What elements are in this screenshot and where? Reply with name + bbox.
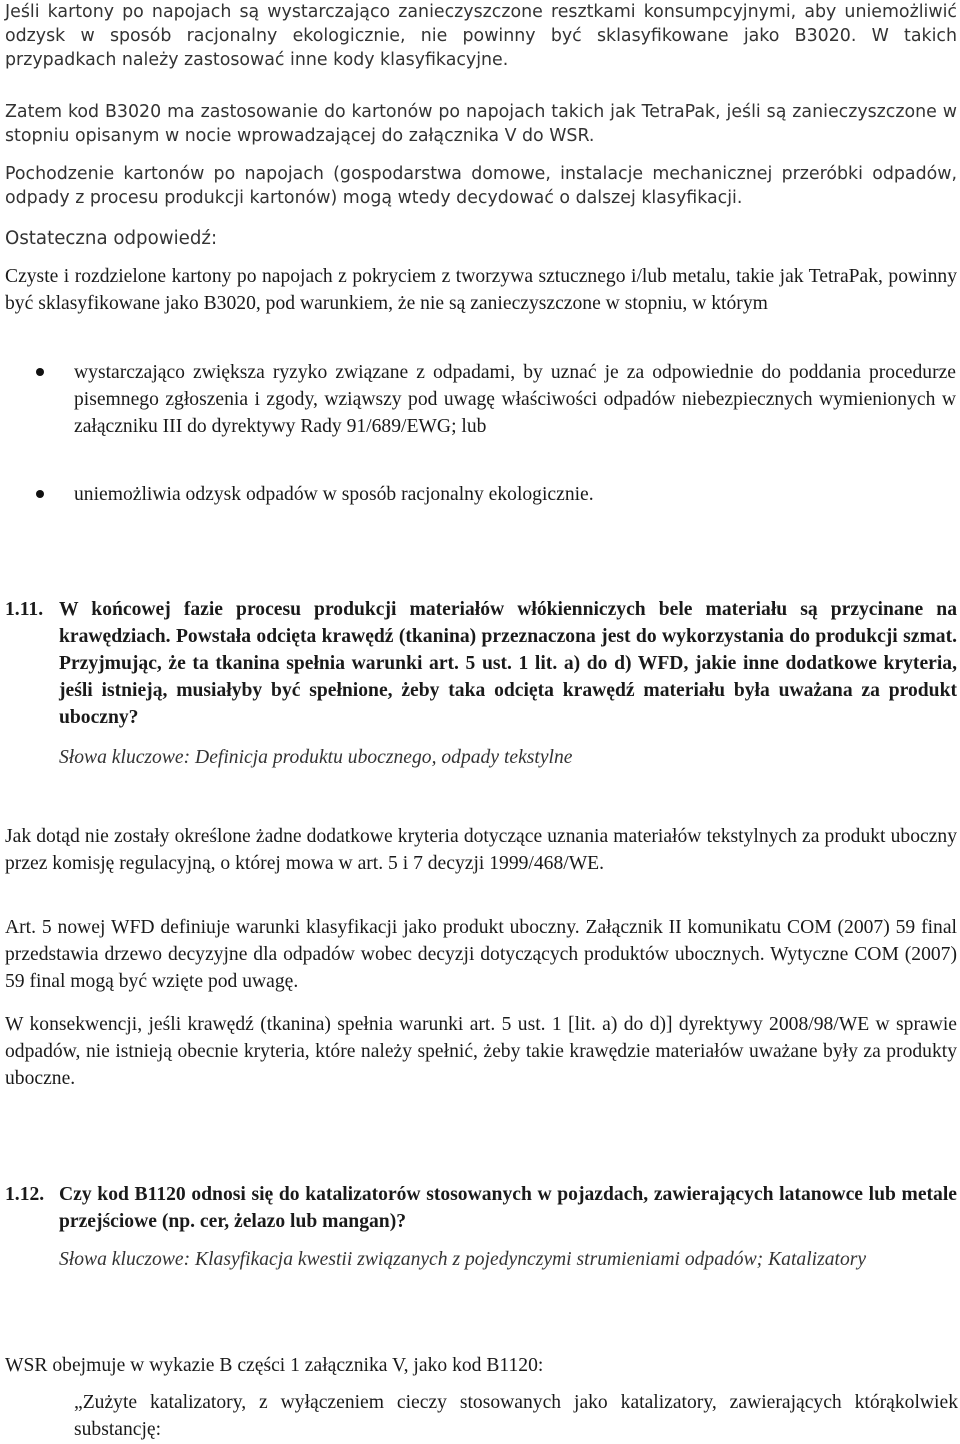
final-answer-label: Ostateczna odpowiedź:: [5, 228, 218, 249]
question-number-1-11: 1.11.: [5, 599, 44, 620]
bullet-item-1: wystarczająco zwiększa ryzyko związane z odpadami, by uznać je za odpowiednie do poddania procedurze pisemnego zgłoszenia i zgody, wziąwszy pod uwagę właściwości odpadów niebezpiecznych wymienionych w załączniku III do dyrektywy Rady 91/689/EWG; lub: [74, 362, 956, 437]
question-1-12: Czy kod B1120 odnosi się do katalizatorów stosowanych w pojazdach, zawierających latanowce lub metale przejściowe (np. cer, żelazo lub mangan)?: [59, 1184, 957, 1232]
answer-1-12-paragraph-1: WSR obejmuje w wykazie B części 1 załącznika V, jako kod B1120:: [5, 1355, 544, 1376]
paragraph-2: Zatem kod B3020 ma zastosowanie do kartonów po napojach takich jak TetraPak, jeśli są zanieczyszczone w stopniu opisanym w nocie wprowadzającej do załącznika V do WSR.: [5, 102, 957, 146]
legal-quote: „Zużyte katalizatory, z wyłączeniem cieczy stosowanych jako katalizatory, zawierających którąkolwiek substancję:: [74, 1392, 958, 1440]
answer-1-11-paragraph-1: Jak dotąd nie zostały określone żadne dodatkowe kryteria dotyczące uznania materiałów tekstylnych za produkt uboczny przez komisję regulacyjną, o której mowa w art. 5 i 7 decyzji 1999/468/WE.: [5, 826, 957, 874]
question-1-11: W końcowej fazie procesu produkcji materiałów włókienniczych bele materiału są przycinane na krawędziach. Powstała odcięta krawędź (tkanina) przeznaczona jest do wykorzystania do produkcji szmat. Przyjmując, że ta tkanina spełnia warunki art. 5 ust. 1 lit. a) do d) WFD, jakie inne dodatkowe kryteria, jeśli istnieją, musiałyby być spełnione, żeby taka odcięta krawędź materiału była uważana za produkt uboczny?: [59, 599, 957, 728]
bullet-dot-1: [36, 368, 44, 376]
keywords-1-11: Słowa kluczowe: Definicja produktu ubocznego, odpady tekstylne: [59, 747, 573, 768]
final-answer-text: Czyste i rozdzielone kartony po napojach z pokryciem z tworzywa sztucznego i/lub metalu, takie jak TetraPak, powinny być sklasyfikowane jako B3020, pod warunkiem, że nie są zanieczyszczone w stopniu, w którym: [5, 266, 957, 314]
paragraph-3: Pochodzenie kartonów po napojach (gospodarstwa domowe, instalacje mechanicznej przeróbki odpadów, odpady z procesu produkcji kartonów) mogą wtedy decydować o dalszej klasyfikacji.: [5, 164, 957, 208]
keywords-1-12: Słowa kluczowe: Klasyfikacja kwestii związanych z pojedynczymi strumieniami odpadów; Katalizatory: [59, 1249, 867, 1270]
bullet-item-2: uniemożliwia odzysk odpadów w sposób racjonalny ekologicznie.: [74, 484, 594, 505]
question-number-1-12: 1.12.: [5, 1184, 45, 1205]
answer-1-11-paragraph-2: Art. 5 nowej WFD definiuje warunki klasyfikacji jako produkt uboczny. Załącznik II komunikatu COM (2007) 59 final przedstawia drzewo decyzyjne dla odpadów wobec decyzji dotyczących produktów ubocznych. Wytyczne COM (2007) 59 final mogą być wzięte pod uwagę.: [5, 917, 957, 992]
paragraph-1: Jeśli kartony po napojach są wystarczająco zanieczyszczone resztkami konsumpcyjnymi, aby uniemożliwić odzysk w sposób racjonalny ekologicznie, nie powinny być sklasyfikowane jako B3020. W takich przypadkach należy zastosować inne kody klasyfikacyjne.: [5, 2, 957, 70]
answer-1-11-paragraph-3: W konsekwencji, jeśli krawędź (tkanina) spełnia warunki art. 5 ust. 1 [lit. a) do d)] dyrektywy 2008/98/WE w sprawie odpadów, nie istnieją obecnie kryteria, które należy spełnić, żeby takie krawędzie materiałów uważane były za produkty uboczne.: [5, 1014, 957, 1089]
bullet-dot-2: [36, 490, 44, 498]
